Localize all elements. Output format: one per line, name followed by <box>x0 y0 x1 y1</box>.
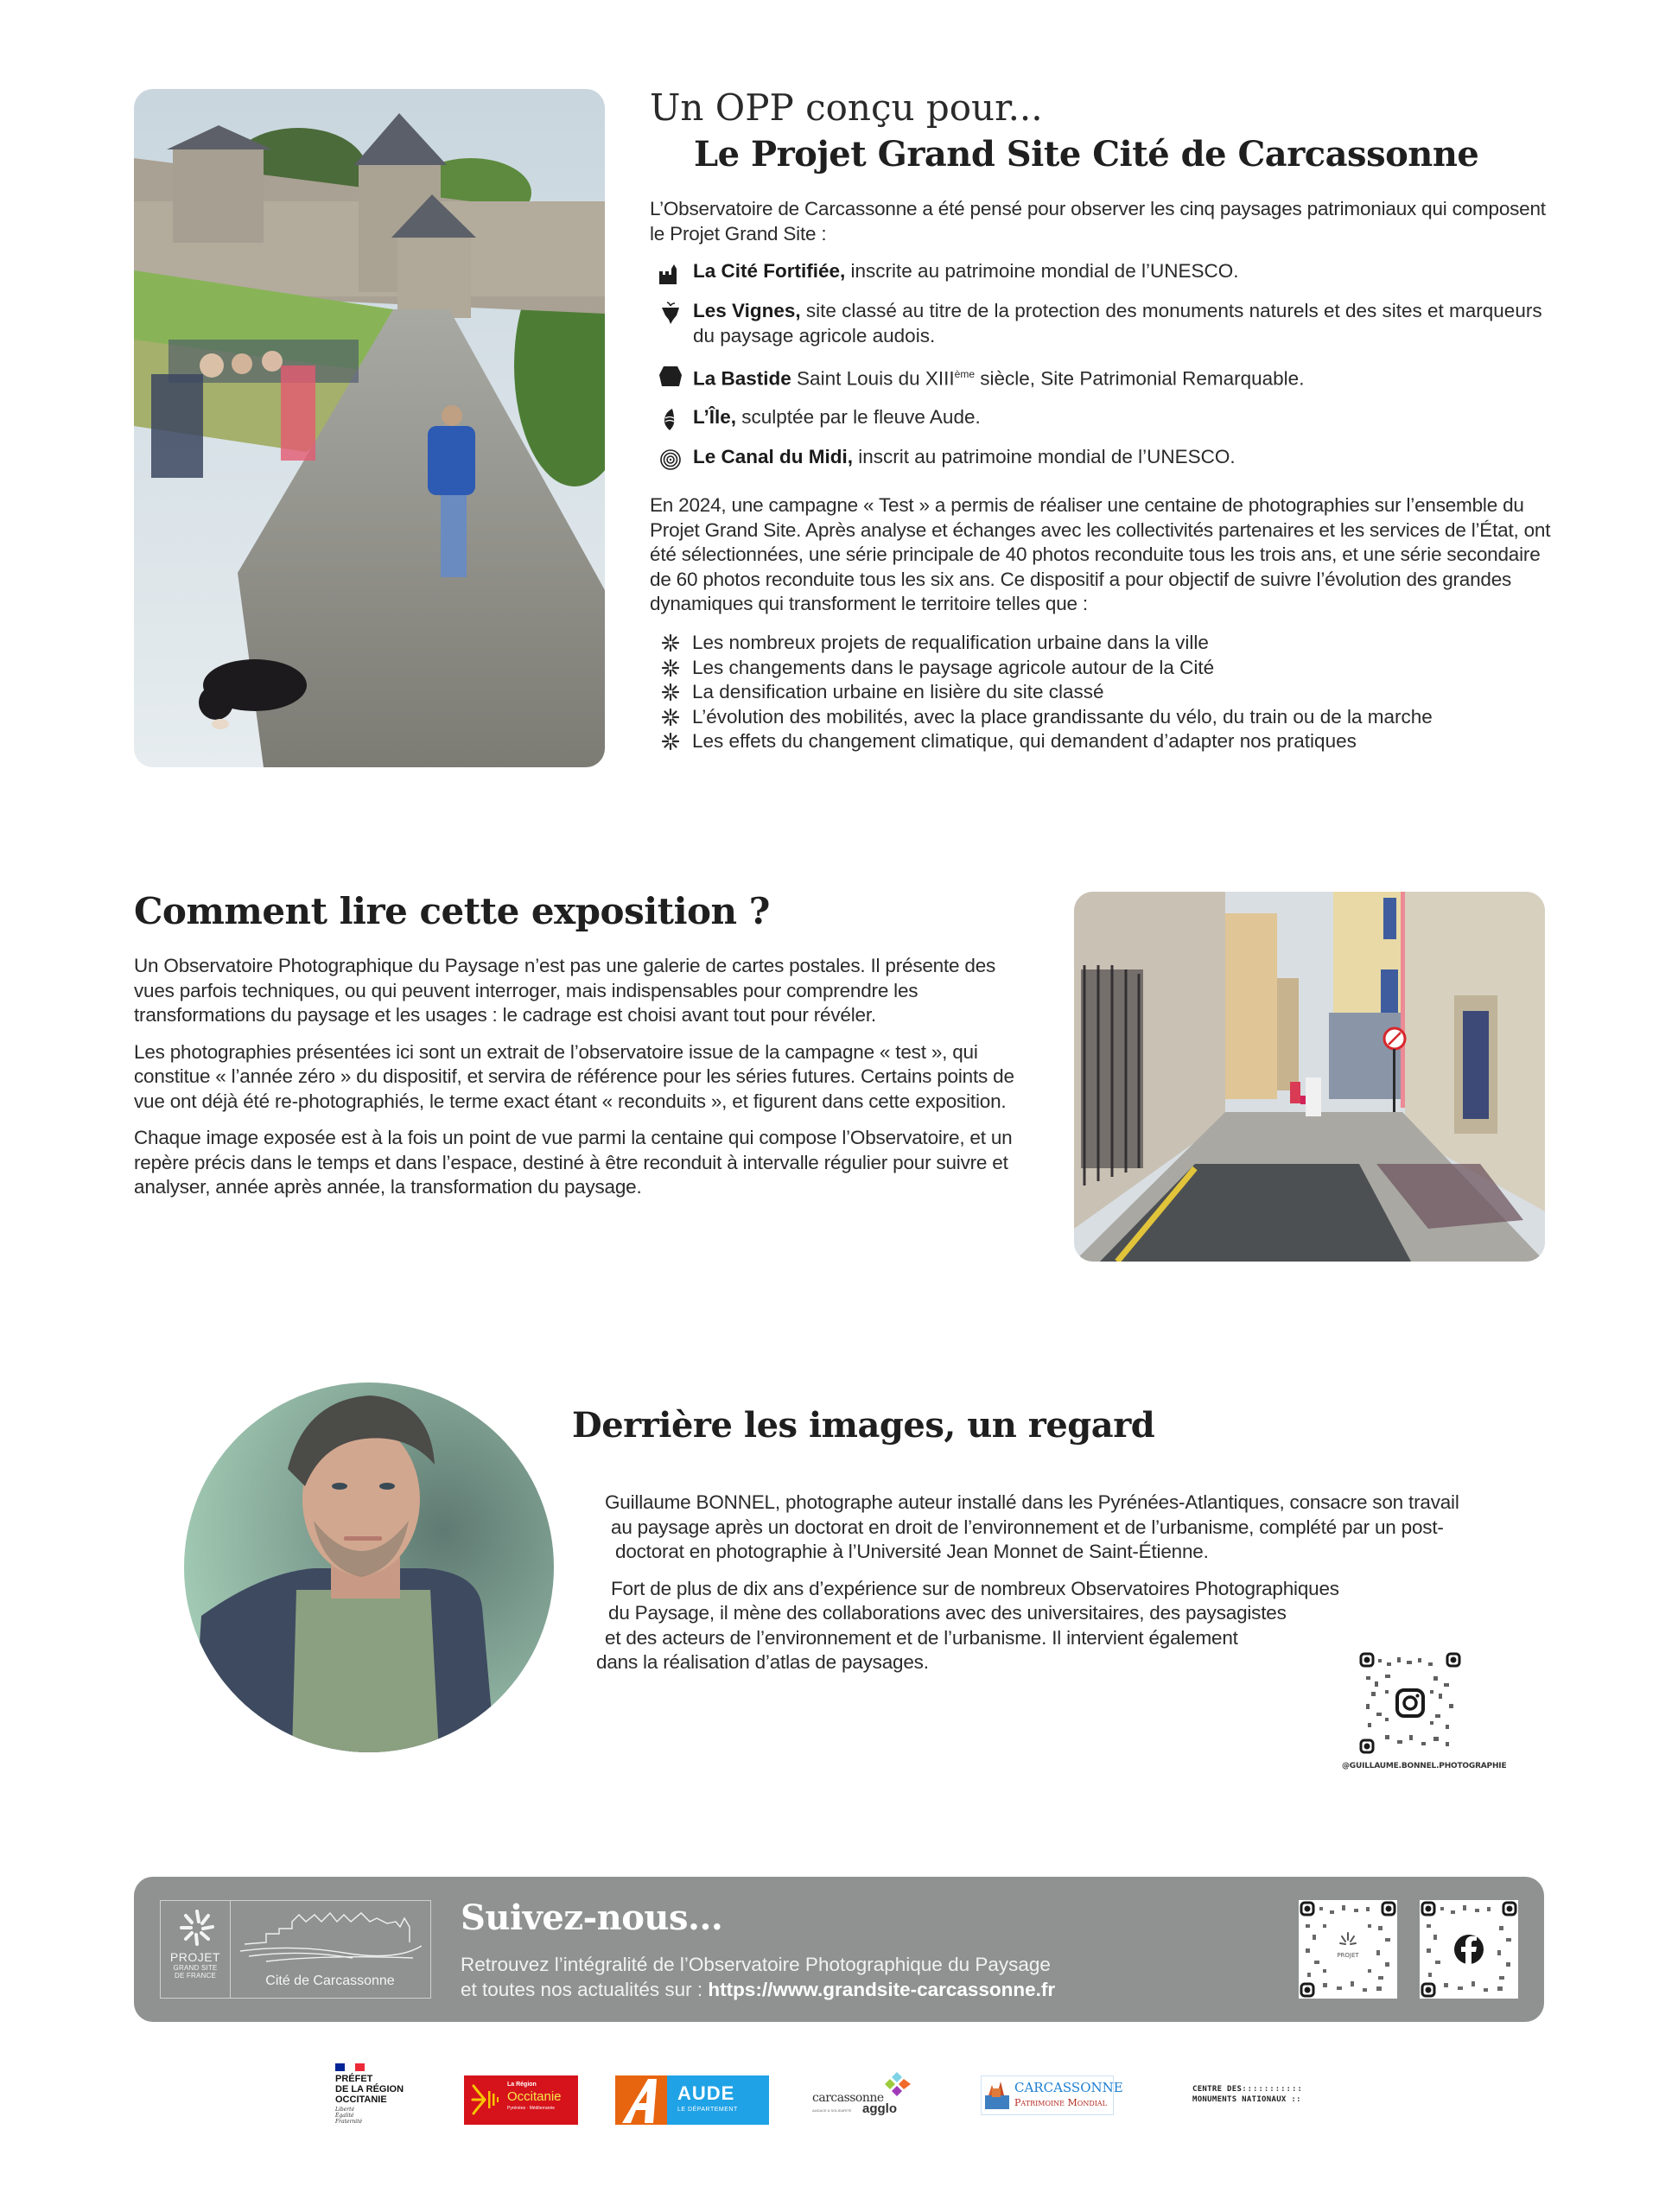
paragraph: Fort de plus de dix ans d’expérience sur de nombreux Observatoires Photographiques du Paysage, il mène des collaborations avec des universitaires, des paysagistes et des acteurs de l’environnement et de l’urbanisme. Il intervient également dans la réalisation d’atlas de paysages. <box>596 1577 1339 1673</box>
sunburst-bullet-icon <box>661 683 680 702</box>
sunburst-bullet-icon <box>661 633 680 652</box>
grand-site-mini-icon <box>1340 1933 1356 1944</box>
heritage-list <box>658 259 1548 485</box>
island-icon <box>658 407 683 431</box>
list-item: L’évolution des mobilités, avec la place grandissante du vélo, du train ou de la marche <box>661 705 1551 730</box>
heritage-item: Les Vignes, site classé au titre de la protection des monuments naturels et des sites et marqueurs du paysage agricole audois. <box>658 299 1548 348</box>
carcassonne-agglo-logo: carcassonne AUDACE & SOLIDARITÉ agglo <box>812 2072 933 2124</box>
prefet-logo: PRÉFET DE LA RÉGION OCCITANIE Liberté Égalité Fraternité <box>335 2063 430 2125</box>
cite-photo <box>134 89 605 767</box>
list-item: Les effets du changement climatique, qui demandent d’adapter nos pratiques <box>661 729 1551 754</box>
sunburst-bullet-icon <box>661 708 680 727</box>
castle-icon <box>658 261 683 285</box>
grapes-icon <box>658 301 683 325</box>
heritage-item: La Bastide Saint Louis du XIIIème siècle, Site Patrimonial Remarquable. <box>658 362 1548 391</box>
partner-logos <box>328 2056 1348 2152</box>
facebook-qr-code[interactable] <box>1420 1900 1518 1999</box>
campaign-paragraph: En 2024, une campagne « Test » a permis de réaliser une centaine de photographies sur l’ensemble du Projet Grand Site. Après analyse et échanges avec les collectivités partenaires et les services de l’État, ont été sélectionnées, une série principale de 40 photos reconduite tous les trois ans, et une série secondaire de 60 photos reconduite tous les six ans. Ce dispositif a pour objectif de suivre l’évolution des grandes dynamiques qui transforment le territoire telles que : <box>650 494 1551 614</box>
cite-drawing-icon <box>240 1910 422 1963</box>
paragraph: Chaque image exposée est à la fois un point de vue parmi la centaine qui compose l’Observatoire, et un repère précis dans le temps et dans l’espace, destiné à être reconduit à intervalle régulier pour suivre et analyser, année après année, la transformation du paysage. <box>134 1127 1013 1198</box>
intro-paragraph: L’Observatoire de Carcassonne a été pensé pour observer les cinq paysages patrimoniaux qui composent le Projet Grand Site : <box>650 198 1546 245</box>
patrimoine-mondial-logo: CARCASSONNE Patrimoine Mondial <box>981 2075 1114 2115</box>
section-title: Derrière les images, un regard <box>572 1405 1155 1446</box>
sunburst-logo-icon <box>180 1910 214 1948</box>
paragraph: Guillaume BONNEL, photographe auteur installé dans les Pyrénées-Atlantiques, consacre son travail au paysage après un doctorat en droit de l’environnement et de l’urbanisme, complété par un post- doctorat en photographie à l’Université Jean Monnet de Saint-Étienne. <box>605 1491 1459 1562</box>
list-item: Les nombreux projets de requalification urbaine dans la ville <box>661 631 1551 656</box>
banner-text: Retrouvez l’intégralité de l’Observatoire Photographique du Paysage et toutes nos actualités sur : https://www.grandsite-carcassonne.fr <box>461 1954 1056 2000</box>
photographer-portrait <box>184 1382 554 1752</box>
bastide-icon <box>658 364 683 388</box>
website-link[interactable]: https://www.grandsite-carcassonne.fr <box>708 1978 1056 2000</box>
sunburst-bullet-icon <box>661 732 680 751</box>
sunburst-bullet-icon <box>661 658 680 677</box>
dynamics-list <box>661 631 1551 754</box>
street-photo <box>1074 892 1545 1262</box>
list-item: Les changements dans le paysage agricole autour de la Cité <box>661 656 1551 681</box>
svg-text:PROJET: PROJET <box>1337 1952 1359 1959</box>
follow-us-banner <box>134 1877 1544 2022</box>
french-flag-icon <box>335 2063 365 2071</box>
list-item: La densification urbaine en lisière du site classé <box>661 680 1551 705</box>
heritage-item: Le Canal du Midi, inscrit au patrimoine mondial de l’UNESCO. <box>658 445 1548 471</box>
banner-title: Suivez-nous... <box>461 1897 723 1938</box>
aude-a-icon <box>615 2075 667 2125</box>
spiral-canal-icon <box>658 447 683 471</box>
instagram-qr-code[interactable] <box>1359 1652 1461 1754</box>
occitan-cross-icon <box>471 2082 499 2117</box>
cite-skyline-icon <box>985 2080 1009 2109</box>
paragraph: Un Observatoire Photographique du Paysage n’est pas une galerie de cartes postales. Il présente des vues parfois techniques, ou qui peuvent interroger, mais indispensables pour comprendre les transformations du paysage et les usages : le cadrage est choisi avant tout pour révéler. <box>134 955 996 1026</box>
heritage-item: L’Île, sculptée par le fleuve Aude. <box>658 405 1548 431</box>
heritage-item: La Cité Fortifiée, inscrite au patrimoine mondial de l’UNESCO. <box>658 259 1548 285</box>
reading-guide <box>134 954 1033 1212</box>
website-qr-code[interactable] <box>1299 1900 1397 1999</box>
aude-logo: AUDE LE DÉPARTEMENT <box>615 2075 769 2125</box>
cmn-logo: CENTRE DES::::::::::: MONUMENTS NATIONAUX :: <box>1192 2085 1303 2104</box>
section-kicker: Un OPP conçu pour... <box>650 86 1043 129</box>
occitanie-logo: La Région Occitanie Pyrénées · Méditerranée <box>464 2075 578 2125</box>
instagram-handle: @GUILLAUME.BONNEL.PHOTOGRAPHIE <box>1342 1762 1507 1770</box>
facebook-icon <box>1454 1935 1484 1964</box>
paragraph: Les photographies présentées ici sont un extrait de l’observatoire issue de la campagne « test », qui constitue « l’année zéro » du dispositif, et servira de référence pour les séries futures. Certains points de vue ont déjà été re-photographiés, le terme exact étant « reconduits », et figurent dans cette exposition. <box>134 1040 1014 1112</box>
grand-site-logo: PROJET GRAND SITE DE FRANCE Cité de Carcassonne <box>160 1900 431 1999</box>
agglo-diamonds-icon <box>881 2072 916 2100</box>
section-title: Comment lire cette exposition ? <box>134 890 770 932</box>
section-title: Le Projet Grand Site Cité de Carcassonne <box>694 134 1479 175</box>
